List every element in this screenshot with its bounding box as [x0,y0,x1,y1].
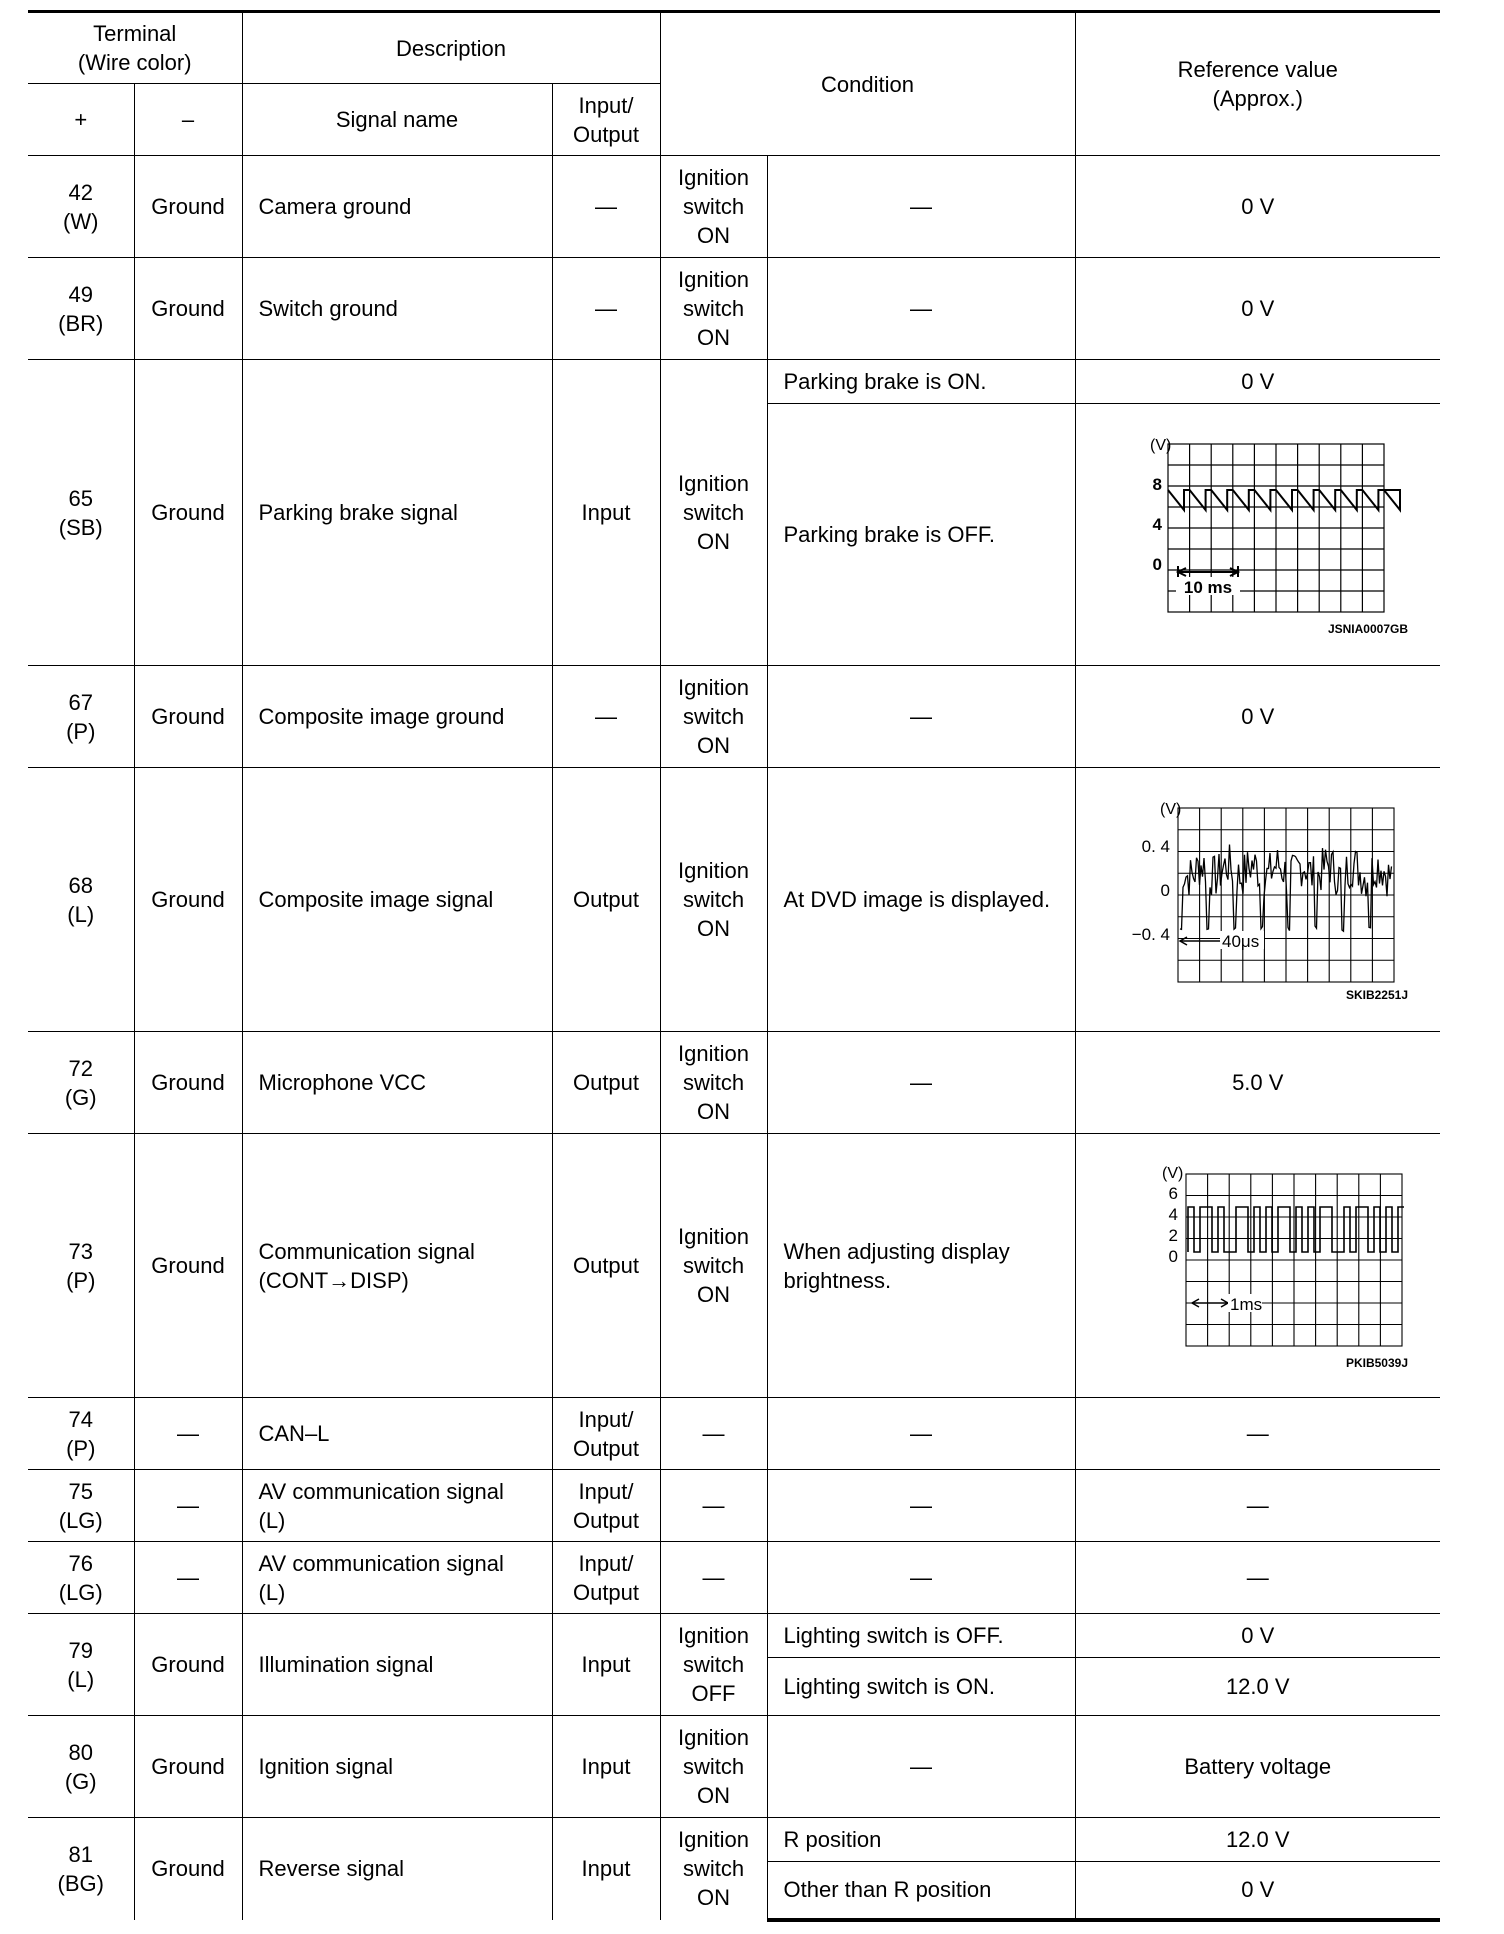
sub-condition-cell: At DVD image is displayed. [767,768,1075,1032]
io-cell: Output [552,1134,660,1398]
signal-name-cell: Reverse signal [242,1818,552,1920]
terminal-cell: 72 (G) [28,1032,134,1134]
wave-label-8: 8 [1152,474,1162,494]
ground-cell: Ground [134,768,242,1032]
sub-condition-cell: — [767,1716,1075,1818]
wave-label-0: 0 [1152,554,1162,574]
terminal-table [28,10,1440,1922]
ground-cell: Ground [134,258,242,360]
wave-time-label: 1ms [1229,1294,1262,1314]
condition-cell: Ignition switch ON [660,1716,767,1818]
signal-name-cell: Illumination signal [242,1614,552,1716]
composite-image-waveform [1108,798,1408,984]
reference-cell: — [1075,1542,1440,1614]
parking-brake-waveform-cell [1075,404,1440,666]
ground-cell: — [134,1470,242,1542]
condition-cell: Ignition switch ON [660,1032,767,1134]
input-output-header: Input/ Output [552,84,660,156]
io-cell: Input [552,1818,660,1920]
description-header: Description [242,12,660,84]
condition-cell: Ignition switch ON [660,666,767,768]
sub-condition-cell: — [767,156,1075,258]
table-row [28,1818,1440,1862]
ground-cell: Ground [134,1032,242,1134]
wave-label-0: 0 [1168,1246,1178,1266]
wave-time-label: 10 ms [1183,577,1232,597]
ground-cell: Ground [134,1614,242,1716]
signal-name-cell: Composite image signal [242,768,552,1032]
header-row-1 [28,12,1440,84]
terminal-cell: 42 (W) [28,156,134,258]
terminal-cell: 81 (BG) [28,1818,134,1920]
io-cell: Output [552,1032,660,1134]
io-cell: Input/ Output [552,1398,660,1470]
signal-name-cell: Communication signal (CONT→DISP) [242,1134,552,1398]
table-row [28,1032,1440,1134]
ground-cell: Ground [134,1818,242,1920]
reference-value-header: Reference value (Approx.) [1075,12,1440,156]
ground-cell: — [134,1542,242,1614]
condition-cell: Ignition switch ON [660,258,767,360]
sub-condition-cell: Other than R position [767,1862,1075,1920]
terminal-cell: 67 (P) [28,666,134,768]
reference-cell: 0 V [1075,156,1440,258]
signal-name-cell: Microphone VCC [242,1032,552,1134]
condition-cell: — [660,1470,767,1542]
reference-cell: — [1075,1398,1440,1470]
ground-cell: Ground [134,360,242,666]
reference-cell: 12.0 V [1075,1818,1440,1862]
reference-cell: 0 V [1075,666,1440,768]
table-row [28,666,1440,768]
io-cell: Input/ Output [552,1470,660,1542]
wave-label-pos: 0. 4 [1141,836,1170,856]
wave-label-4: 4 [1152,514,1162,534]
figure-id: PKIB5039J [1345,1355,1408,1370]
reference-cell: 0 V [1075,1862,1440,1920]
wave-label-zero: 0 [1160,880,1170,900]
figure-id: SKIB2251J [1345,987,1408,1002]
sub-condition-cell: R position [767,1818,1075,1862]
io-cell: — [552,258,660,360]
sub-condition-cell: Parking brake is ON. [767,360,1075,404]
composite-waveform-cell [1075,768,1440,1032]
terminal-cell: 73 (P) [28,1134,134,1398]
ground-cell: — [134,1398,242,1470]
io-cell: Input [552,1614,660,1716]
wave-label-6: 6 [1168,1183,1178,1203]
sub-condition-cell: When adjusting display brightness. [767,1134,1075,1398]
signal-name-cell: Camera ground [242,156,552,258]
time-marker [1192,1299,1228,1307]
condition-cell: — [660,1542,767,1614]
reference-cell: 0 V [1075,360,1440,404]
sub-condition-cell: — [767,1032,1075,1134]
signal-name-cell: Composite image ground [242,666,552,768]
table-row [28,1614,1440,1658]
wave-unit: (V) [1149,436,1172,454]
condition-header: Condition [660,12,1075,156]
table-row [28,360,1440,404]
terminal-cell: 49 (BR) [28,258,134,360]
condition-cell: Ignition switch ON [660,1134,767,1398]
terminal-cell: 76 (LG) [28,1542,134,1614]
wave-label-4: 4 [1168,1204,1178,1224]
wave-label-neg: −0. 4 [1131,924,1170,944]
ground-cell: Ground [134,1134,242,1398]
io-cell: — [552,666,660,768]
io-cell: Input/ Output [552,1542,660,1614]
signal-name-cell: CAN–L [242,1398,552,1470]
table-row [28,1470,1440,1542]
wave-unit: (V) [1159,800,1182,818]
sub-condition-cell: — [767,1542,1075,1614]
wave-label-2: 2 [1168,1225,1178,1245]
ground-cell: Ground [134,1716,242,1818]
terminal-header: Terminal (Wire color) [28,12,242,84]
sub-condition-cell: Lighting switch is ON. [767,1658,1075,1716]
wave-time-label: 40μs [1221,931,1259,951]
io-cell: Input [552,1716,660,1818]
terminal-cell: 80 (G) [28,1716,134,1818]
table-row [28,258,1440,360]
terminal-cell: 79 (L) [28,1614,134,1716]
reference-cell: 0 V [1075,258,1440,360]
ground-cell: Ground [134,156,242,258]
condition-cell: Ignition switch ON [660,768,767,1032]
sub-condition-cell: — [767,666,1075,768]
signal-name-cell: Switch ground [242,258,552,360]
sub-condition-cell: — [767,1470,1075,1542]
condition-cell: — [660,1398,767,1470]
io-cell: — [552,156,660,258]
signal-name-header: Signal name [242,84,552,156]
terminal-cell: 65 (SB) [28,360,134,666]
table-row [28,1716,1440,1818]
figure-id: JSNIA0007GB [1327,621,1408,636]
parking-brake-waveform [1108,434,1408,618]
condition-cell: Ignition switch OFF [660,1614,767,1716]
condition-cell: Ignition switch ON [660,360,767,666]
terminal-cell: 68 (L) [28,768,134,1032]
wave-grid [1178,808,1394,982]
io-cell: Output [552,768,660,1032]
sub-condition-cell: Parking brake is OFF. [767,404,1075,666]
reference-cell: 12.0 V [1075,1658,1440,1716]
signal-name-cell: AV communication signal (L) [242,1470,552,1542]
reference-cell: 5.0 V [1075,1032,1440,1134]
reference-cell: — [1075,1470,1440,1542]
reference-cell: Battery voltage [1075,1716,1440,1818]
wave-grid [1186,1174,1402,1346]
sub-condition-cell: — [767,1398,1075,1470]
table-row [28,1542,1440,1614]
terminal-reference-table-page [28,10,1440,1922]
reference-cell: 0 V [1075,1614,1440,1658]
communication-waveform-cell [1075,1134,1440,1398]
minus-header: – [134,84,242,156]
sub-condition-cell: Lighting switch is OFF. [767,1614,1075,1658]
signal-name-cell: Parking brake signal [242,360,552,666]
sub-condition-cell: — [767,258,1075,360]
communication-waveform [1108,1162,1408,1352]
table-row [28,156,1440,258]
wave-unit: (V) [1161,1164,1184,1182]
condition-cell: Ignition switch ON [660,156,767,258]
time-marker [1178,566,1238,578]
plus-header: + [28,84,134,156]
ground-cell: Ground [134,666,242,768]
signal-name-cell: AV communication signal (L) [242,1542,552,1614]
table-row [28,1398,1440,1470]
signal-name-cell: Ignition signal [242,1716,552,1818]
terminal-cell: 75 (LG) [28,1470,134,1542]
terminal-cell: 74 (P) [28,1398,134,1470]
condition-cell: Ignition switch ON [660,1818,767,1920]
table-row [28,768,1440,1032]
table-row [28,1134,1440,1398]
io-cell: Input [552,360,660,666]
wave-trace [1188,1207,1404,1252]
